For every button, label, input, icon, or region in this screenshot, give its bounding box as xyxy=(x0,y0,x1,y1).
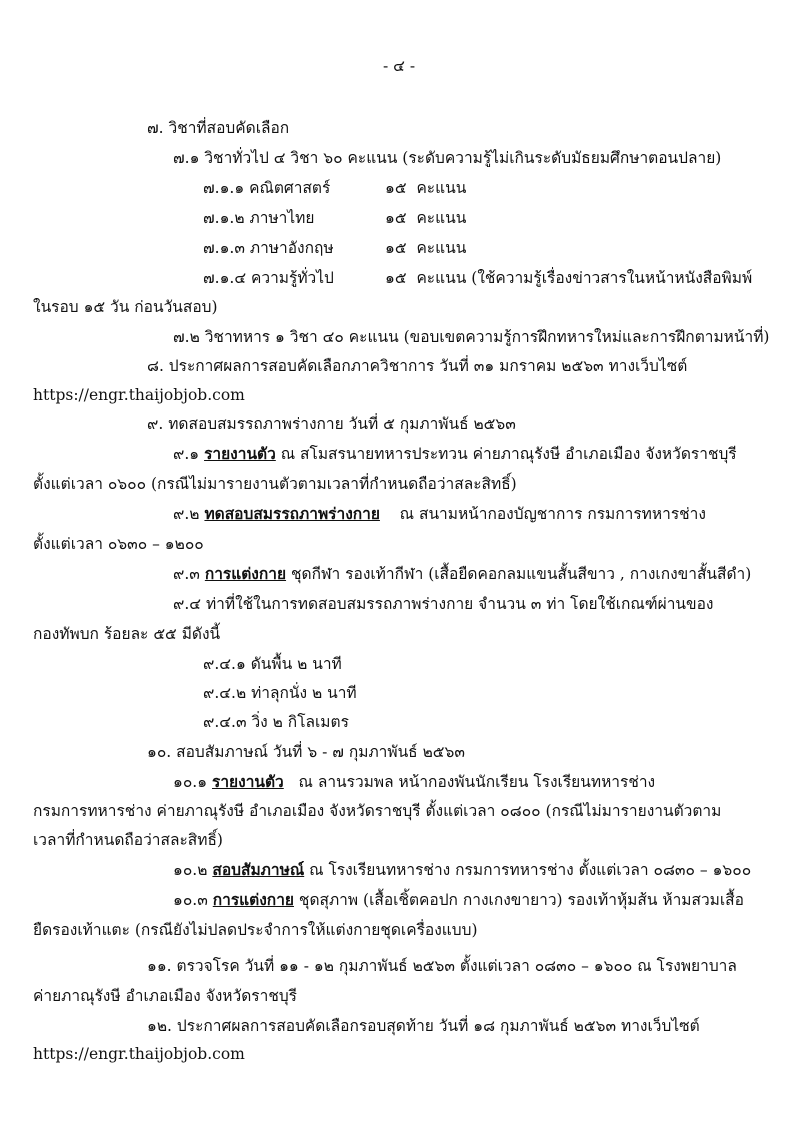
section-10-1-cont: กรมการทหารช่าง ค่ายภาณุรังษี อำเภอเมือง จังหวัดราชบุรี ตั้งแต่เวลา ๐๘๐๐ (กรณีไม่มารายงานตัวตาม xyxy=(33,802,722,820)
section-11: ๑๑. ตรวจโรค วันที่ ๑๑ - ๑๒ กุมภาพันธ์ ๒๕๖๓ ตั้งแต่เวลา ๐๘๓๐ – ๑๖๐๐ ณ โรงพยาบาล xyxy=(147,957,737,975)
section-10-2 xyxy=(173,860,751,880)
subject-score: ๑๕ xyxy=(385,239,407,257)
item-number: ๑๐.๑ xyxy=(173,773,208,791)
item-title: ทดสอบสมรรถภาพร่างกาย xyxy=(204,504,380,523)
section-10-heading: ๑๐. สอบสัมภาษณ์ วันที่ ๖ - ๗ กุมภาพันธ์ ๒๕๖๓ xyxy=(147,743,465,761)
item-number: ๑๐.๓ xyxy=(173,891,208,909)
subject-name: ๗.๑.๒ ภาษาไทย xyxy=(203,209,315,227)
section-10-3 xyxy=(173,890,744,910)
section-9-1-cont: ตั้งแต่เวลา ๐๖๐๐ (กรณีไม่มารายงานตัวตามเวลาที่กำหนดถือว่าสละสิทธิ์) xyxy=(33,475,517,493)
item-text: ณ สโมสรนายทหารประทวน ค่ายภาณุรังษี อำเภอเมือง จังหวัดราชบุรี xyxy=(280,445,737,463)
subject-row xyxy=(203,268,752,288)
section-11-cont: ค่ายภาณุรังษี อำเภอเมือง จังหวัดราชบุรี xyxy=(33,987,297,1005)
subject-row xyxy=(203,208,466,228)
item-title: รายงานตัว xyxy=(204,444,276,463)
subject-unit: คะแนน xyxy=(416,179,467,197)
subject-note-cont: ในรอบ ๑๕ วัน ก่อนวันสอบ) xyxy=(33,298,218,316)
subject-unit: คะแนน xyxy=(416,269,467,287)
item-number: ๑๐.๒ xyxy=(173,861,208,879)
item-title: การแต่งกาย xyxy=(212,890,294,909)
page-number: - ๔ - xyxy=(383,57,416,75)
subject-row xyxy=(203,238,466,258)
section-7-1: ๗.๑ วิชาทั่วไป ๔ วิชา ๖๐ คะแนน (ระดับความรู้ไม่เกินระดับมัธยมศึกษาตอนปลาย) xyxy=(173,149,722,167)
subject-name: ๗.๑.๔ ความรู้ทั่วไป xyxy=(203,269,334,287)
item-text: ณ ลานรวมพล หน้ากองพันนักเรียน โรงเรียนทหารช่าง xyxy=(298,773,656,791)
subject-unit: คะแนน xyxy=(416,209,467,227)
section-12: ๑๒. ประกาศผลการสอบคัดเลือกรอบสุดท้าย วันที่ ๑๘ กุมภาพันธ์ ๒๕๖๓ ทางเว็บไซต์ xyxy=(147,1017,700,1035)
section-10-1-cont: เวลาที่กำหนดถือว่าสละสิทธิ์) xyxy=(33,831,223,849)
item-number: ๙.๒ xyxy=(173,505,200,523)
section-9-3 xyxy=(173,564,751,584)
section-9-1 xyxy=(173,444,737,464)
section-9-4-cont: กองทัพบก ร้อยละ ๕๕ มีดังนี้ xyxy=(33,625,221,643)
fitness-item: ๙.๔.๒ ท่าลุกนั่ง ๒ นาที xyxy=(203,684,357,702)
item-number: ๙.๑ xyxy=(173,445,200,463)
fitness-item: ๙.๔.๑ ดันพื้น ๒ นาที xyxy=(203,655,342,673)
item-text: ณ โรงเรียนทหารช่าง กรมการทหารช่าง ตั้งแต่เวลา ๐๘๓๐ – ๑๖๐๐ xyxy=(309,861,752,879)
subject-row xyxy=(203,178,466,198)
item-text: ชุดสุภาพ (เสื้อเชิ้ตคอปก กางเกงขายาว) รองเท้าหุ้มส้น ห้ามสวมเสื้อ xyxy=(298,891,744,909)
fitness-item: ๙.๔.๓ วิ่ง ๒ กิโลเมตร xyxy=(203,713,349,731)
section-7-2: ๗.๒ วิชาทหาร ๑ วิชา ๔๐ คะแนน (ขอบเขตความรู้การฝึกทหารใหม่และการฝึกตามหน้าที่) xyxy=(173,328,770,346)
item-title: สอบสัมภาษณ์ xyxy=(212,860,305,879)
section-12-url[interactable]: https://engr.thaijobjob.com xyxy=(33,1045,245,1063)
section-9-heading: ๙. ทดสอบสมรรถภาพร่างกาย วันที่ ๕ กุมภาพันธ์ ๒๕๖๓ xyxy=(147,415,516,433)
section-10-1 xyxy=(173,772,655,792)
subject-name: ๗.๑.๓ ภาษาอังกฤษ xyxy=(203,239,334,257)
subject-score: ๑๕ xyxy=(385,179,407,197)
subject-unit: คะแนน xyxy=(416,239,467,257)
item-title: การแต่งกาย xyxy=(204,564,287,583)
section-10-3-cont: ยืดรองเท้าแตะ (กรณียังไม่ปลดประจำการให้แต่งกายชุดเครื่องแบบ) xyxy=(33,921,478,939)
section-7-heading: ๗. วิชาที่สอบคัดเลือก xyxy=(147,119,290,137)
subject-score: ๑๕ xyxy=(385,269,407,287)
subject-note: (ใช้ความรู้เรื่องข่าวสารในหน้าหนังสือพิมพ์ xyxy=(471,269,753,287)
item-text: ชุดกีฬา รองเท้ากีฬา (เสื้อยืดคอกลมแขนสั้นสีขาว , กางเกงขาสั้นสีดำ) xyxy=(290,565,752,583)
item-number: ๙.๓ xyxy=(173,565,200,583)
section-9-2-cont: ตั้งแต่เวลา ๐๖๓๐ – ๑๒๐๐ xyxy=(33,535,204,553)
item-text: ณ สนามหน้ากองบัญชาการ กรมการทหารช่าง xyxy=(399,505,706,523)
section-8-url[interactable]: https://engr.thaijobjob.com xyxy=(33,386,245,404)
subject-name: ๗.๑.๑ คณิตศาสตร์ xyxy=(203,179,331,197)
section-8: ๘. ประกาศผลการสอบคัดเลือกภาควิชาการ วันที่ ๓๑ มกราคม ๒๕๖๓ ทางเว็บไซต์ xyxy=(147,357,688,375)
section-9-4: ๙.๔ ท่าที่ใช้ในการทดสอบสมรรถภาพร่างกาย จำนวน ๓ ท่า โดยใช้เกณฑ์ผ่านของ xyxy=(173,595,714,613)
section-9-2 xyxy=(173,504,706,524)
subject-score: ๑๕ xyxy=(385,209,407,227)
item-title: รายงานตัว xyxy=(212,772,284,791)
